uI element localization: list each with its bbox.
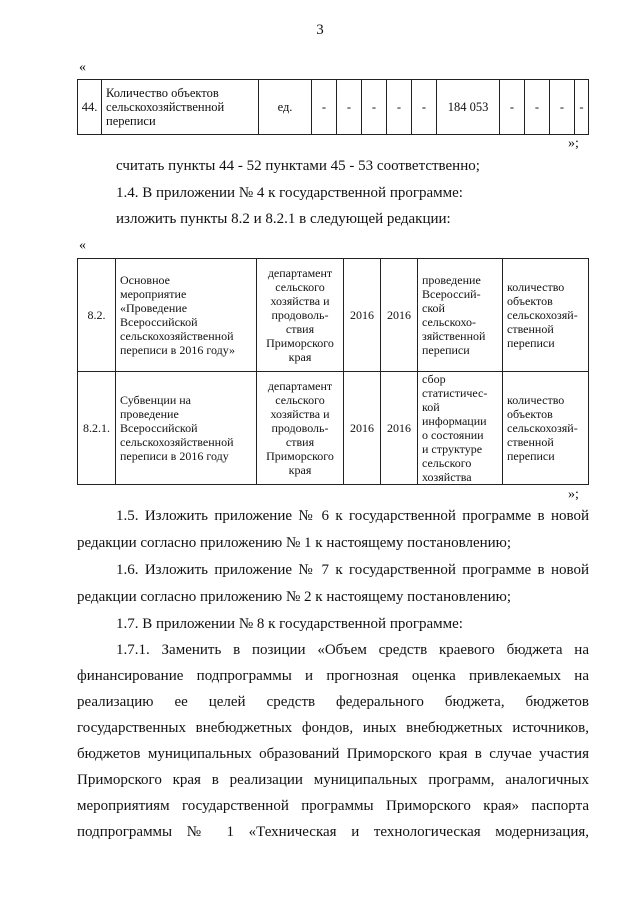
opening-quote: « [79, 60, 86, 75]
text-line: проведение [120, 407, 179, 421]
text-line: количество [507, 280, 565, 294]
text-line: сельского [275, 280, 325, 294]
text-line: хозяйства и [270, 294, 330, 308]
start-year: 2016 [344, 372, 381, 485]
text-line: Всероссий- [422, 287, 481, 301]
department-cell [257, 372, 344, 485]
value-cell: - [575, 80, 589, 135]
text-line: переписи в 2016 году» [120, 343, 236, 357]
text-line: ственной [507, 322, 554, 336]
start-year: 2016 [344, 259, 381, 372]
table-row [78, 80, 589, 135]
text-line: проведение [422, 273, 481, 287]
text-line: сельского [275, 393, 325, 407]
text-line: департамент [267, 266, 333, 280]
paragraph-1-6-line-1: 1.6. Изложить приложение № 7 к государственной программе в новой [116, 562, 589, 578]
text-line: сельскохо- [422, 315, 477, 329]
text-line: переписи [422, 343, 470, 357]
paragraph-1-5-line-2: редакции согласно приложению № 1 к настоящему постановлению; [77, 535, 512, 551]
value-cell: - [337, 80, 362, 135]
text-line: переписи в 2016 году [120, 449, 229, 463]
result-cell [418, 372, 503, 485]
end-year: 2016 [381, 259, 418, 372]
row-number: 44. [78, 80, 102, 135]
text-line: Субвенции на [120, 393, 192, 407]
text-line: Всероссийской [120, 315, 198, 329]
name-line: Количество объектов [106, 86, 219, 100]
text-line: ствия [285, 435, 315, 449]
closing-quote: »; [568, 136, 579, 151]
text-line: переписи [507, 336, 555, 350]
paragraph-1-7-1-line-8: подпрограммы № 1 «Техническая и технологическая модернизация, [77, 824, 589, 840]
paragraph-1-4: 1.4. В приложении № 4 к государственной программе: [116, 185, 463, 201]
text-line: объектов [507, 407, 553, 421]
text-line: сельскохозяй- [507, 308, 578, 322]
opening-quote: « [79, 238, 86, 253]
name-line: переписи [106, 114, 156, 128]
value-cell: - [412, 80, 437, 135]
value-cell: - [550, 80, 575, 135]
text-line: ственной [507, 435, 554, 449]
text-line: мероприятие [120, 287, 187, 301]
paragraph-renumber: считать пункты 44 - 52 пунктами 45 - 53 соответственно; [116, 158, 480, 174]
paragraph-1-7-1-line-7: мероприятиям государственной программы Приморского края» паспорта [77, 798, 589, 814]
value-cell: - [362, 80, 387, 135]
table-row [78, 372, 589, 485]
row-number: 8.2.1. [78, 372, 116, 485]
text-line: Основное [120, 273, 170, 287]
text-line: информации [422, 414, 487, 428]
text-line: о состоянии [422, 428, 484, 442]
indicator-table [77, 79, 589, 135]
activities-table [77, 258, 589, 485]
table-row [78, 259, 589, 372]
page-number: 3 [316, 22, 324, 38]
text-line: хозяйства [422, 470, 472, 484]
text-line: Приморского [266, 449, 334, 463]
activity-name [116, 372, 257, 485]
paragraph-1-7-1-line-2: финансирование подпрограммы и прогнозная оценка привлекаемых на [77, 668, 589, 684]
result-cell [418, 259, 503, 372]
indicator-cell [503, 259, 589, 372]
paragraph-1-7-1-line-5: бюджетов муниципальных образований Приморского края в случае участия [77, 746, 589, 762]
text-line: объектов [507, 294, 553, 308]
value-cell: - [500, 80, 525, 135]
value-cell: - [312, 80, 337, 135]
paragraph-1-5-line-1: 1.5. Изложить приложение № 6 к государственной программе в новой [116, 508, 589, 524]
text-line: сельскохозяйственной [120, 435, 234, 449]
text-line: Всероссийской [120, 421, 198, 435]
text-line: хозяйства и [270, 407, 330, 421]
text-line: количество [507, 393, 565, 407]
paragraph-1-7-1-line-6: Приморского края в реализации муниципальных программ, аналогичных [77, 772, 589, 788]
closing-quote: »; [568, 487, 579, 502]
paragraph-1-7-1-line-4: государственных внебюджетных фондов, иных внебюджетных источников, [77, 720, 589, 736]
department-cell [257, 259, 344, 372]
text-line: переписи [507, 449, 555, 463]
paragraph-1-7-1-line-1: 1.7.1. Заменить в позиции «Объем средств краевого бюджета на [116, 642, 589, 658]
text-line: ской [422, 301, 445, 315]
name-line: сельскохозяйственной [106, 100, 225, 114]
value-cell: 184 053 [437, 80, 500, 135]
text-line: «Проведение [120, 301, 188, 315]
text-line: сельскохозяйственной [120, 329, 234, 343]
text-line: статистичес- [422, 386, 488, 400]
text-line: Приморского [266, 336, 334, 350]
indicator-cell [503, 372, 589, 485]
text-line: и структуре [422, 442, 483, 456]
text-line: зяйственной [422, 329, 486, 343]
paragraph-1-7-1-line-3: реализацию ее целей средств федерального бюджета, бюджетов [77, 694, 589, 710]
paragraph-1-7: 1.7. В приложении № 8 к государственной программе: [116, 616, 463, 632]
value-cell: - [387, 80, 412, 135]
row-number: 8.2. [78, 259, 116, 372]
text-line: сельского [422, 456, 472, 470]
indicator-name [102, 80, 259, 135]
text-line: продоволь- [271, 308, 329, 322]
text-line: продоволь- [271, 421, 329, 435]
text-line: края [288, 463, 312, 477]
end-year: 2016 [381, 372, 418, 485]
activity-name [116, 259, 257, 372]
paragraph-edit-points: изложить пункты 8.2 и 8.2.1 в следующей редакции: [116, 211, 451, 227]
text-line: департамент [267, 379, 333, 393]
unit-cell: ед. [259, 80, 312, 135]
text-line: ствия [285, 322, 315, 336]
paragraph-1-6-line-2: редакции согласно приложению № 2 к настоящему постановлению; [77, 589, 512, 605]
text-line: сельскохозяй- [507, 421, 578, 435]
text-line: кой [422, 400, 440, 414]
value-cell: - [525, 80, 550, 135]
text-line: сбор [422, 372, 446, 386]
text-line: края [288, 350, 312, 364]
